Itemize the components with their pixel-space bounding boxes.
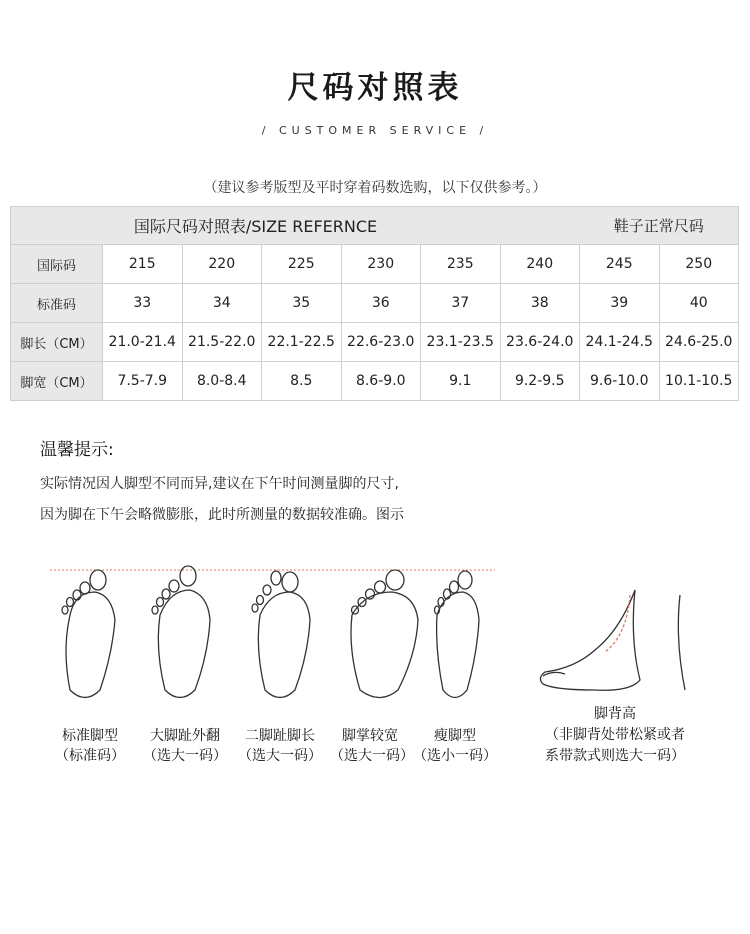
table-cell: 24.1-24.5 xyxy=(580,323,660,362)
table-cell: 22.1-22.5 xyxy=(262,323,342,362)
wide-foot-icon xyxy=(351,570,418,698)
instep-label: 脚背高 xyxy=(594,706,636,722)
foot-type-note: （选小一码） xyxy=(413,748,497,764)
table-cell: 9.6-10.0 xyxy=(580,362,660,401)
bunion-foot-icon xyxy=(152,566,210,698)
table-caption-right: 鞋子正常尺码 xyxy=(580,207,739,245)
table-cell: 8.6-9.0 xyxy=(341,362,421,401)
reference-note: （建议参考版型及平时穿着码数选购，以下仅供参考。） xyxy=(203,180,547,196)
high-instep-foot-icon xyxy=(540,590,685,690)
table-row xyxy=(11,284,739,323)
table-cell: 35 xyxy=(262,284,342,323)
table-cell: 33 xyxy=(103,284,183,323)
foot-type-note: （选大一码） xyxy=(143,748,227,764)
table-cell: 39 xyxy=(580,284,660,323)
table-cell: 23.6-24.0 xyxy=(500,323,580,362)
foot-type-label: 大脚趾外翻 xyxy=(150,728,220,744)
foot-type-label: 标准脚型 xyxy=(62,728,118,744)
page-title: 尺码对照表 xyxy=(287,70,463,106)
table-cell: 245 xyxy=(580,245,660,284)
table-row xyxy=(11,362,739,401)
foot-illustrations xyxy=(40,560,720,700)
tips-line-1: 实际情况因人脚型不同而异,建议在下午时间测量脚的尺寸, xyxy=(40,476,399,492)
table-cell: 220 xyxy=(182,245,262,284)
table-cell: 37 xyxy=(421,284,501,323)
table-cell: 235 xyxy=(421,245,501,284)
table-row xyxy=(11,245,739,284)
foot-type-label: 瘦脚型 xyxy=(434,728,476,744)
foot-type-label: 二脚趾脚长 xyxy=(245,728,315,744)
table-cell: 21.0-21.4 xyxy=(103,323,183,362)
size-chart-table xyxy=(10,206,739,401)
tips-line-2: 因为脚在下午会略微膨胀，此时所测量的数据较准确。图示 xyxy=(40,507,404,523)
table-cell: 24.6-25.0 xyxy=(659,323,739,362)
row-label: 脚长（CM） xyxy=(11,323,103,362)
table-cell: 8.0-8.4 xyxy=(182,362,262,401)
table-cell: 9.2-9.5 xyxy=(500,362,580,401)
table-cell: 225 xyxy=(262,245,342,284)
long-second-toe-foot-icon xyxy=(252,571,310,698)
table-header-row xyxy=(11,207,739,245)
table-cell: 23.1-23.5 xyxy=(421,323,501,362)
table-cell: 9.1 xyxy=(421,362,501,401)
table-row xyxy=(11,323,739,362)
row-label: 脚宽（CM） xyxy=(11,362,103,401)
instep-note-1: （非脚背处带松紧或者 xyxy=(545,727,685,743)
standard-foot-icon xyxy=(62,570,115,698)
page-subtitle: / CUSTOMER SERVICE / xyxy=(261,124,489,137)
foot-type-note: （选大一码） xyxy=(330,748,414,764)
row-label: 国际码 xyxy=(11,245,103,284)
slim-foot-icon xyxy=(435,571,480,698)
instep-note-2: 系带款式则选大一码） xyxy=(545,748,685,764)
table-cell: 36 xyxy=(341,284,421,323)
table-cell: 10.1-10.5 xyxy=(659,362,739,401)
table-caption: 国际尺码对照表/SIZE REFERNCE xyxy=(11,207,501,245)
table-cell: 250 xyxy=(659,245,739,284)
row-label: 标准码 xyxy=(11,284,103,323)
table-cell: 7.5-7.9 xyxy=(103,362,183,401)
table-cell: 21.5-22.0 xyxy=(182,323,262,362)
foot-type-note: （选大一码） xyxy=(238,748,322,764)
table-cell: 215 xyxy=(103,245,183,284)
table-cell: 8.5 xyxy=(262,362,342,401)
table-cell: 38 xyxy=(500,284,580,323)
table-cell: 230 xyxy=(341,245,421,284)
table-cell: 34 xyxy=(182,284,262,323)
foot-type-label: 脚掌较宽 xyxy=(342,728,398,744)
table-cell: 40 xyxy=(659,284,739,323)
tips-title: 温馨提示: xyxy=(40,440,114,460)
table-cell: 22.6-23.0 xyxy=(341,323,421,362)
foot-type-note: （标准码） xyxy=(55,748,125,764)
table-cell: 240 xyxy=(500,245,580,284)
